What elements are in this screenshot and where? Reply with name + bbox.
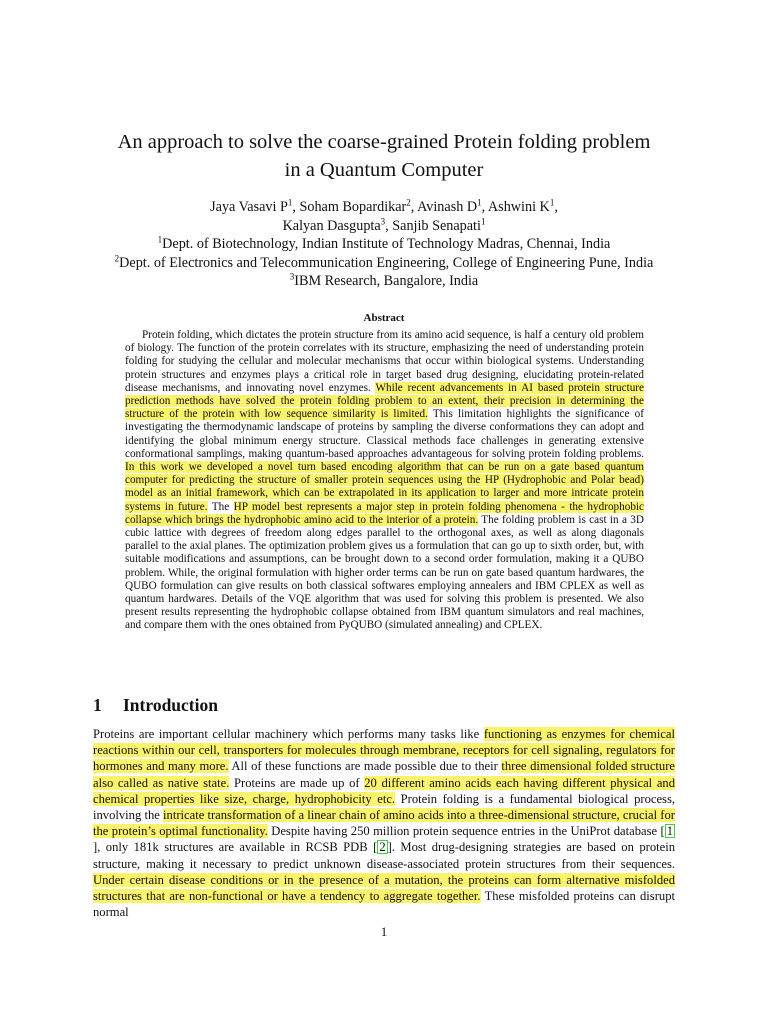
abstract-heading: Abstract <box>363 312 405 324</box>
affiliation-marker: 1 <box>477 197 482 208</box>
title-line-1: An approach to solve the coarse-grained Protein folding problem <box>117 131 651 153</box>
paper-title <box>60 128 708 184</box>
affiliation-1 <box>40 235 728 254</box>
affiliation-marker: 1 <box>549 197 555 208</box>
abstract-text: The <box>211 500 230 513</box>
affiliation-marker: 1 <box>287 197 293 208</box>
intro-text: Proteins are important cellular machinery which performs many tasks like <box>93 727 480 741</box>
affiliation-3 <box>40 272 728 291</box>
intro-text: These misfolded proteins can disrupt normal <box>93 889 675 920</box>
citation-link[interactable]: 2 <box>379 840 386 855</box>
intro-text: , only 181k structures are available in RCSB PDB <box>97 840 368 855</box>
affiliation-text: IBM Research, Bangalore, India <box>294 273 479 290</box>
highlighted-text: 20 different amino acids each having different physical and chemical properties like size, charge, hydrophobicity etc. <box>93 775 676 806</box>
title-line-2: in a Quantum Computer <box>284 159 484 181</box>
highlighted-text: While recent advancements in AI based protein structure prediction methods have solved the protein folding problem to an extent, their precision in determining the structure of the protein with low sequence similarity is limited. <box>125 381 644 421</box>
affiliation-marker: 1 <box>480 215 486 226</box>
affiliation-marker: 1 <box>157 234 163 245</box>
author-name: Sanjib Senapati <box>392 217 481 234</box>
page-number: 1 <box>380 925 388 939</box>
citation-link[interactable]: 1 <box>666 824 673 839</box>
intro-text: Proteins are made up of <box>234 775 360 790</box>
author-name: Kalyan Dasgupta <box>282 217 381 234</box>
introduction-body <box>93 726 675 920</box>
intro-text: . Most drug-designing strategies are based on protein structure, making it necessary to predict unknown disease-associated protein structures from their sequences. <box>93 840 676 871</box>
author-name: Avinash D <box>417 199 478 215</box>
affiliation-marker: 2 <box>406 197 411 208</box>
abstract-paragraph <box>125 329 644 633</box>
affiliation-marker: 3 <box>289 271 295 282</box>
abstract-text: Protein folding, which dictates the protein structure from its amino acid sequence, is half a century old problem of biology. The function of the protein correlates with its structure, emphasizing the need of understanding protein folding for studying the cellular and molecular mechanisms that occur within biological systems. Understanding protein structures and enzymes plays a critical role in target based drug designing, elucidating protein-related disease mechanisms, and innovating novel enzymes. <box>125 329 644 394</box>
affiliation-text: Dept. of Electronics and Telecommunication Engineering, College of Engineering Pune, India <box>119 254 654 271</box>
affiliation-2 <box>40 254 728 273</box>
highlighted-text: three dimensional folded structure also called as native state. <box>93 759 675 790</box>
affiliation-text: Dept. of Biotechnology, Indian Institute of Technology Madras, Chennai, India <box>162 236 611 253</box>
section-heading-introduction <box>93 695 218 716</box>
highlighted-text: HP model best represents a major step in protein folding phenomena - the hydrophobic collapse which brings the hydrophobic amino acid to the interior of a protein. <box>125 500 644 526</box>
affiliation-marker: 2 <box>114 253 120 264</box>
section-title: Introduction <box>123 695 218 715</box>
intro-text: Protein folding is a fundamental biological process, involving the <box>93 791 675 823</box>
highlighted-text: Under certain disease conditions or in the presence of a mutation, the proteins can form alternative misfolded structures that are non-functional or have a tendency to aggregate together. <box>93 872 675 904</box>
author-line-1: Jaya Vasavi $P^1$, Soham Bopardikar$^2$, Avinash $D^1$, Ashwini $K^1$, <box>210 197 558 215</box>
intro-paragraph: Proteins are important cellular machinery which performs many tasks like functioning as enzymes for chemical reactions within our cell, transporters for molecules through membrane, receptors for cell signaling, regulators for hormones and many more. All of these functions are made possible due to their three dimensional folded structure also called as native state. Proteins are made up of 20 different amino acids each having different physical and chemical properties like size, charge, hydrophobicity etc. Protein folding is a fundamental biological process, involving the intricate transformation of a linear chain of amino acids into a three-dimensional structure, crucial for the protein’s optimal functionality. Despite having 250 million protein sequence entries in the UniProt database [ 1], only 181k structures are available in RCSB PDB [ 2 ]. Most drug-designing strategies are based on protein structure, making it necessary to predict unknown disease-associated protein structures from their sequences. Under certain disease conditions or in the presence of a mutation, the proteins can form alternative misfolded structures that are non-functional or have a tendency to aggregate together. These misfolded proteins can disrupt normal <box>93 727 676 920</box>
author-block <box>40 198 728 291</box>
author-name: Soham Bopardikar <box>299 199 407 215</box>
highlighted-text: intricate transformation of a linear chain of amino acids into a three-dimensional structure, crucial for the protein’s optimal functionality. <box>93 808 675 839</box>
highlighted-text: functioning as enzymes for chemical reactions within our cell, transporters for molecules through membrane, receptors for cell signaling, regulators for hormones and many more. <box>93 727 675 774</box>
author-name: Ashwini K <box>487 199 550 215</box>
highlighted-text: In this work we developed a novel turn based encoding algorithm that can be run on a gate based quantum computer for predicting the structure of smaller protein sequences using the HP (Hydrophobic and Polar bead) model as an initial framework, which can be extrapolated in its application to larger and more intricate protein systems in future. <box>125 461 644 513</box>
abstract-body <box>125 329 644 633</box>
author-name: Jaya Vasavi P <box>210 199 288 215</box>
affiliation-marker: 3 <box>380 215 386 226</box>
abstract-text: The folding problem is cast in a 3D cubic lattice with degrees of freedom along edges parallel to the orthogonal axes, as well as along diagonals parallel to the axial planes. The optimization problem gives us a formulation that can go up to sixth order, but, with suitable modifications and assumptions, can be brought down to a second order formulation, making it a QUBO problem. While, the original formulation with higher order terms can be run on gate based quantum hardwares, the QUBO formulation can give results on both classical softwares employing annealers and IBM CPLEX as well as quantum hardwares. Details of the VQE algorithm that was used for solving this problem is presented. We also present results representing the hydrophobic collapse obtained from IBM quantum simulators and real machines, and compare them with the ones obtained from PyQUBO (simulated annealing) and CPLEX. <box>125 513 644 632</box>
intro-text: Despite having 250 million protein sequence entries in the UniProt database <box>271 824 658 839</box>
section-number: 1 <box>93 695 102 715</box>
abstract-text: This limitation highlights the significance of investigating the thermodynamic landscape of proteins by sampling the diverse conformations they can adopt and identifying the global minimum energy structure. Classical methods face challenges in generating extensive conformational samplings, making quantum-based approaches advantageous for solving protein folding problems. <box>125 408 644 460</box>
author-line-2: Kalyan Dasgupta$^3$, Sanjib Senapati$^1$ <box>282 215 486 234</box>
intro-text: All of these functions are made possible due to their <box>231 759 498 774</box>
